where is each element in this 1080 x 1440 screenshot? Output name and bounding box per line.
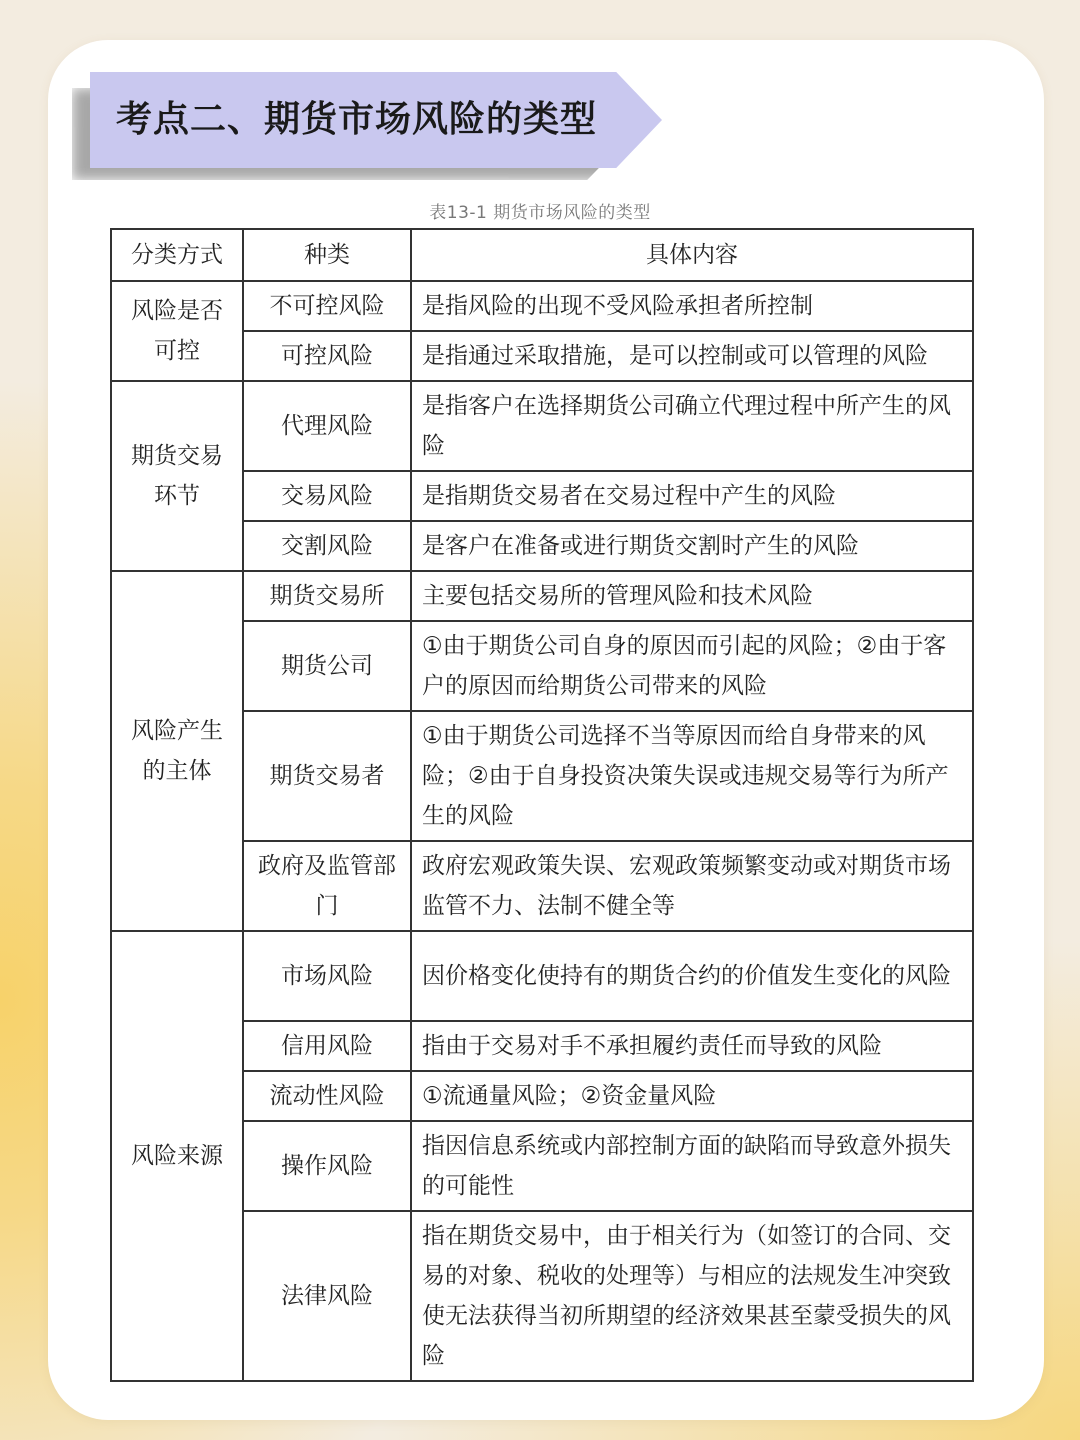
kind-cell: 操作风险 <box>243 1121 411 1211</box>
kind-cell: 可控风险 <box>243 331 411 381</box>
risk-types-table <box>110 228 974 1382</box>
content-cell: 是指风险的出现不受风险承担者所控制 <box>411 281 973 331</box>
kind-cell: 流动性风险 <box>243 1071 411 1121</box>
content-cell: 指因信息系统或内部控制方面的缺陷而导致意外损失的可能性 <box>411 1121 973 1211</box>
column-header-category: 分类方式 <box>111 229 243 281</box>
content-cell: 是客户在准备或进行期货交割时产生的风险 <box>411 521 973 571</box>
content-cell: 政府宏观政策失误、宏观政策频繁变动或对期货市场监管不力、法制不健全等 <box>411 841 973 931</box>
kind-cell: 市场风险 <box>243 931 411 1021</box>
category-cell: 风险产生的主体 <box>111 571 243 931</box>
table-row <box>111 931 973 1021</box>
table-row <box>111 281 973 331</box>
content-cell: 指由于交易对手不承担履约责任而导致的风险 <box>411 1021 973 1071</box>
content-cell: 是指客户在选择期货公司确立代理过程中所产生的风险 <box>411 381 973 471</box>
table-header-row <box>111 229 973 281</box>
content-cell: 是指期货交易者在交易过程中产生的风险 <box>411 471 973 521</box>
kind-cell: 政府及监管部门 <box>243 841 411 931</box>
kind-cell: 法律风险 <box>243 1211 411 1381</box>
table-row <box>111 381 973 471</box>
content-cell: ①流通量风险；②资金量风险 <box>411 1071 973 1121</box>
content-cell: 指在期货交易中，由于相关行为（如签订的合同、交易的对象、税收的处理等）与相应的法规发生冲突致使无法获得当初所期望的经济效果甚至蒙受损失的风险 <box>411 1211 973 1381</box>
kind-cell: 期货公司 <box>243 621 411 711</box>
title-banner <box>90 72 670 184</box>
content-cell: 是指通过采取措施，是可以控制或可以管理的风险 <box>411 331 973 381</box>
category-cell: 期货交易环节 <box>111 381 243 571</box>
category-cell: 风险是否可控 <box>111 281 243 381</box>
kind-cell: 不可控风险 <box>243 281 411 331</box>
kind-cell: 期货交易者 <box>243 711 411 841</box>
content-cell: ①由于期货公司自身的原因而引起的风险；②由于客户的原因而给期货公司带来的风险 <box>411 621 973 711</box>
content-cell: 主要包括交易所的管理风险和技术风险 <box>411 571 973 621</box>
page-title: 考点二、期货市场风险的类型 <box>116 99 598 140</box>
table-row <box>111 571 973 621</box>
table-caption: 表13-1 期货市场风险的类型 <box>429 203 651 223</box>
column-header-kind: 种类 <box>243 229 411 281</box>
content-cell: 因价格变化使持有的期货合约的价值发生变化的风险 <box>411 931 973 1021</box>
category-cell: 风险来源 <box>111 931 243 1381</box>
kind-cell: 交易风险 <box>243 471 411 521</box>
kind-cell: 信用风险 <box>243 1021 411 1071</box>
kind-cell: 期货交易所 <box>243 571 411 621</box>
kind-cell: 代理风险 <box>243 381 411 471</box>
column-header-content: 具体内容 <box>411 229 973 281</box>
content-cell: ①由于期货公司选择不当等原因而给自身带来的风险；②由于自身投资决策失误或违规交易等行为所产生的风险 <box>411 711 973 841</box>
kind-cell: 交割风险 <box>243 521 411 571</box>
